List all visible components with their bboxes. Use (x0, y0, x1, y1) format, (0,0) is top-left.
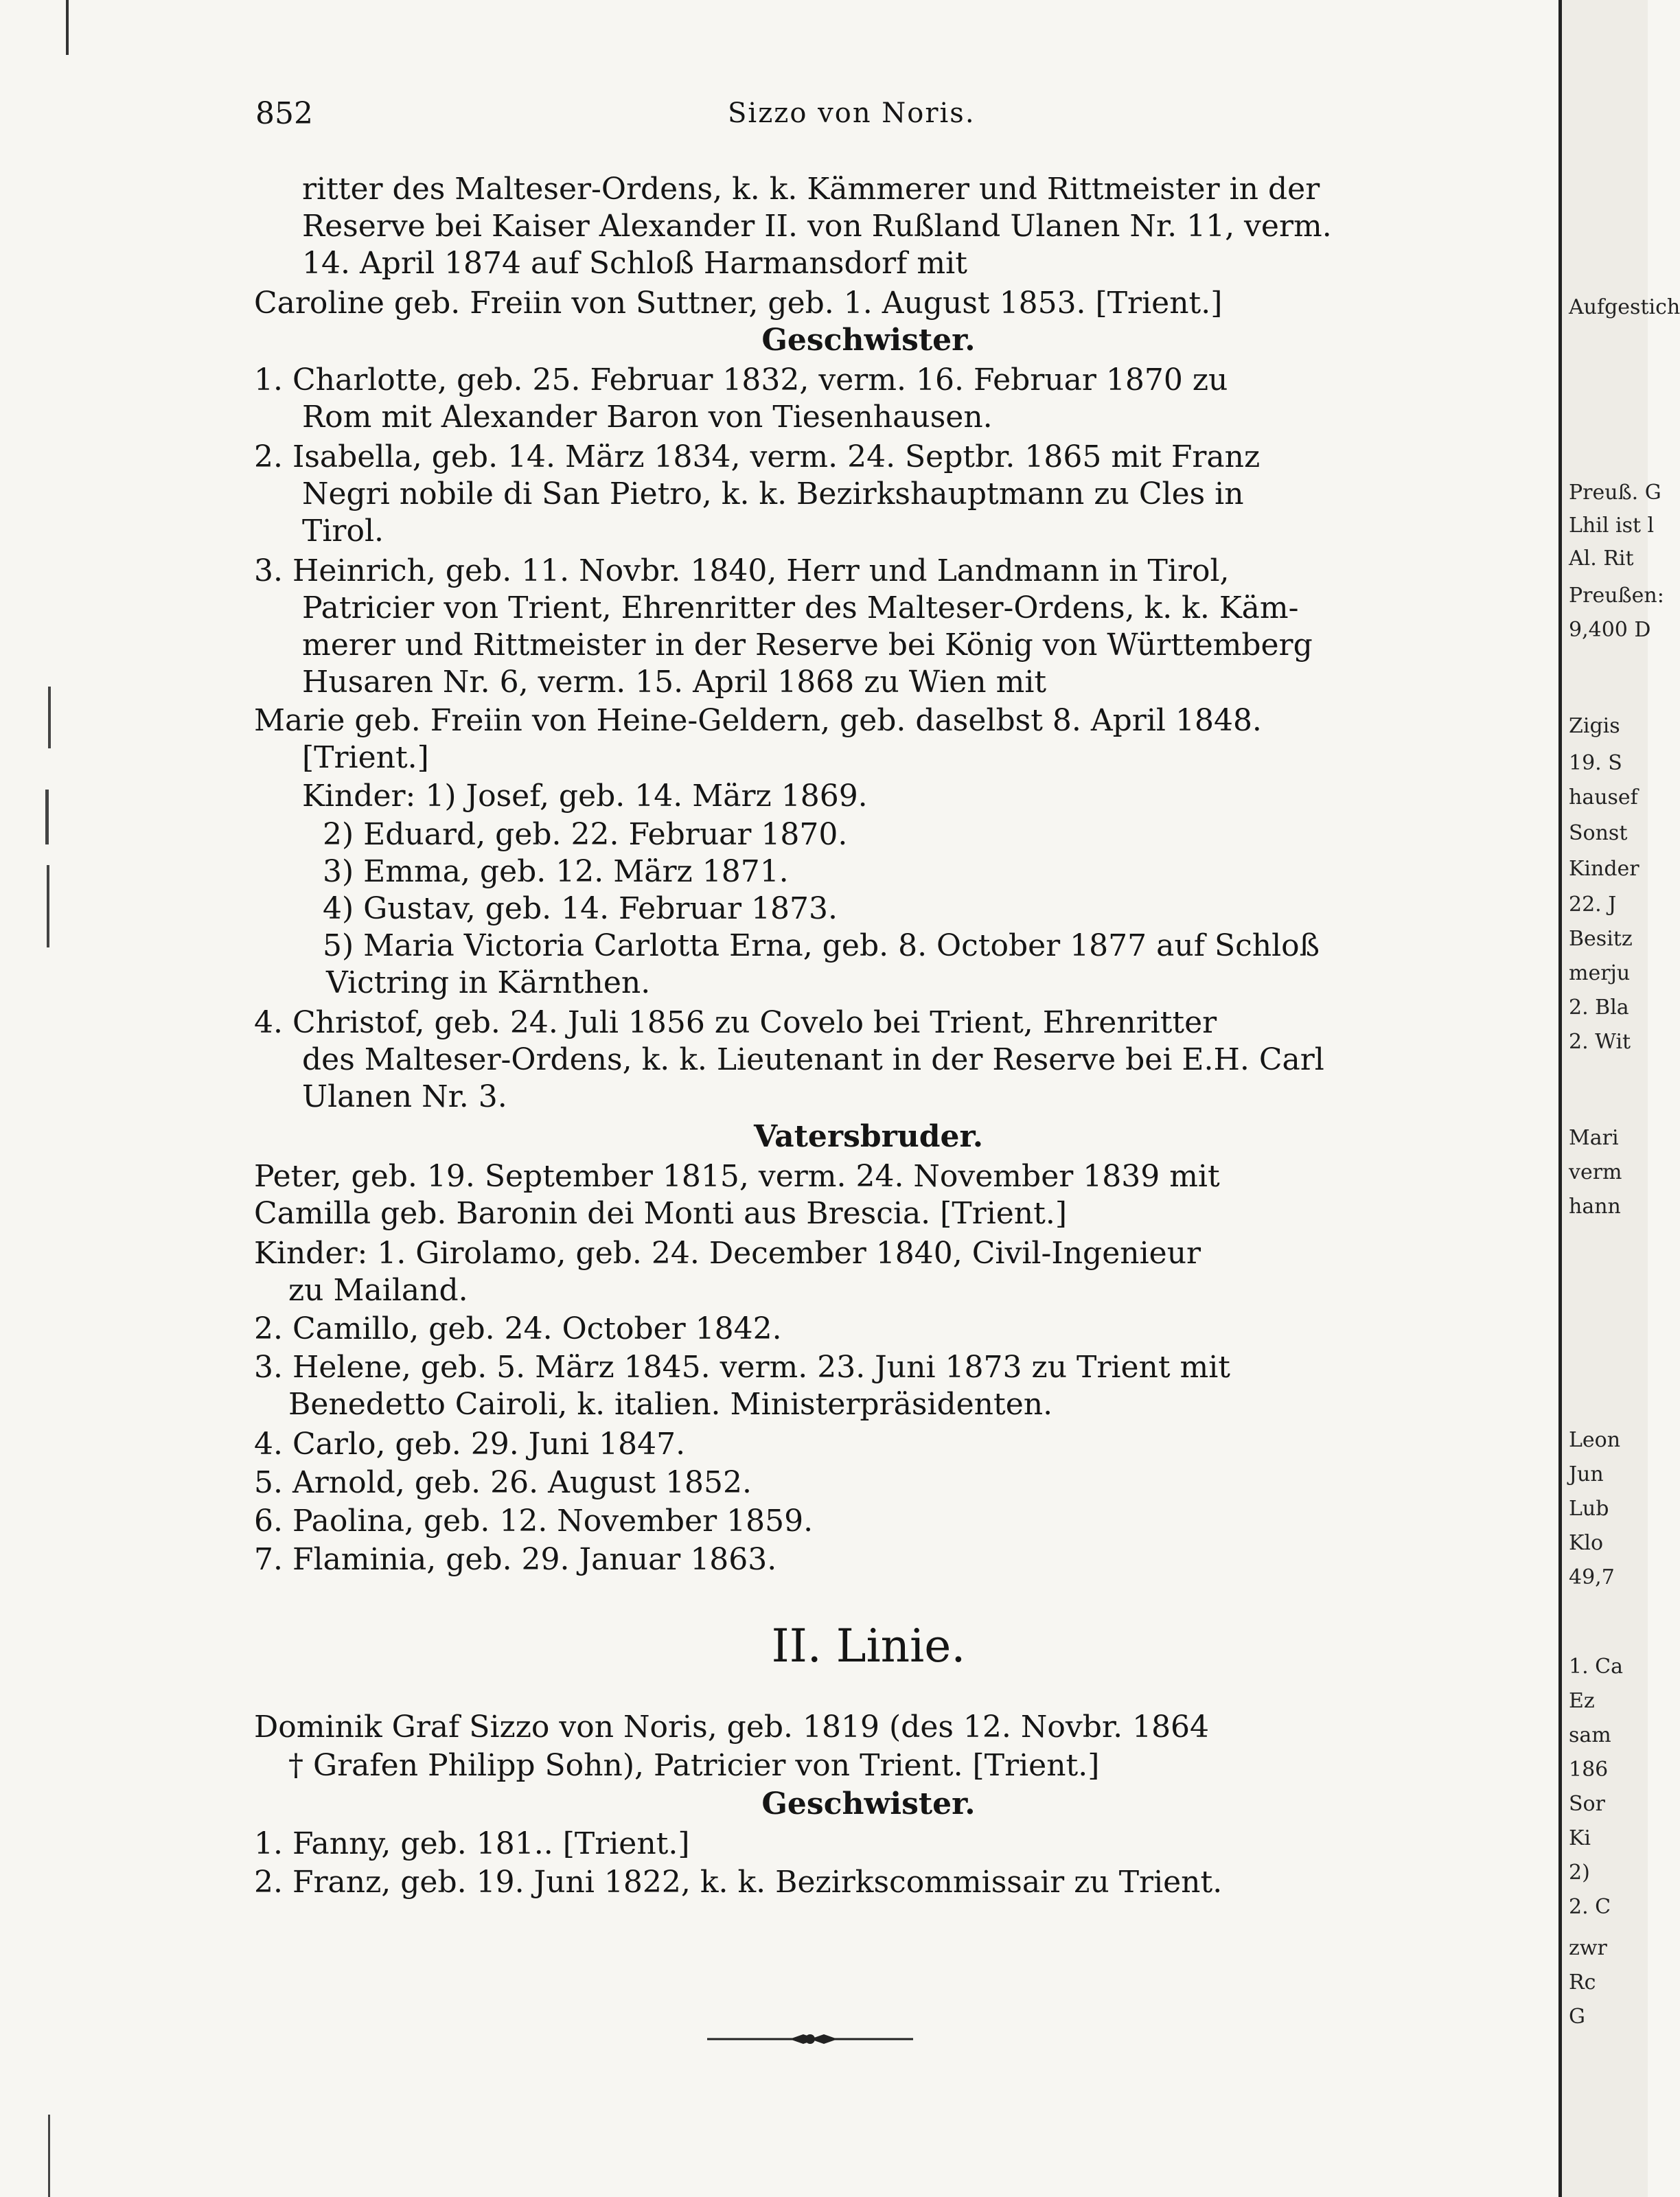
text-line: ritter des Malteser-Ordens, k. k. Kämmerer und Rittmeister in der (302, 172, 1320, 207)
text-line: Negri nobile di San Pietro, k. k. Bezirkshauptmann zu Cles in (302, 476, 1244, 511)
adjacent-page-fragment: 2. Wit (1569, 1030, 1631, 1054)
text-line: 5) Maria Victoria Carlotta Erna, geb. 8. October 1877 auf Schloß (323, 928, 1320, 963)
adjacent-page-fragment: merju (1569, 961, 1631, 985)
section-heading: Geschwister. (761, 1786, 976, 1821)
text-line: merer und Rittmeister in der Reserve bei König von Württemberg (302, 628, 1313, 663)
adjacent-page-fragment: Rc (1569, 1970, 1596, 1994)
text-line: Kinder: 1) Josef, geb. 14. März 1869. (302, 779, 868, 814)
adjacent-page-fragment: Leon (1569, 1428, 1621, 1452)
text-line: 4) Gustav, geb. 14. Februar 1873. (323, 891, 838, 926)
adjacent-page-fragment: Preuß. G (1569, 481, 1661, 505)
text-line: Marie geb. Freiin von Heine-Geldern, geb. daselbst 8. April 1848. (254, 703, 1262, 738)
adjacent-page-fragment: Aufgestich (1569, 295, 1680, 319)
adjacent-page-fragment: 186 (1569, 1758, 1609, 1782)
adjacent-page-fragment: 1. Ca (1569, 1655, 1623, 1679)
adjacent-page-fragment: sam (1569, 1723, 1611, 1747)
text-line: Benedetto Cairoli, k. italien. Ministerpräsidenten. (288, 1387, 1053, 1422)
text-line: Patricier von Trient, Ehrenritter des Malteser-Ordens, k. k. Käm- (302, 590, 1299, 625)
adjacent-page-fragment: Mari (1569, 1126, 1619, 1150)
text-line: Kinder: 1. Girolamo, geb. 24. December 1840, Civil-Ingenieur (254, 1236, 1201, 1271)
adjacent-page-fragment: 2. C (1569, 1895, 1611, 1919)
text-line: Rom mit Alexander Baron von Tiesenhausen. (302, 400, 993, 435)
adjacent-page-fragment: Sonst (1569, 821, 1628, 845)
text-line: [Trient.] (302, 740, 429, 775)
text-line: 1. Fanny, geb. 181.. [Trient.] (254, 1826, 690, 1861)
text-line: 3. Heinrich, geb. 11. Novbr. 1840, Herr und Landmann in Tirol, (254, 553, 1230, 588)
text-line: Ulanen Nr. 3. (302, 1079, 507, 1114)
adjacent-page-fragment: hann (1569, 1195, 1621, 1219)
text-line: Caroline geb. Freiin von Suttner, geb. 1. August 1853. [Trient.] (254, 286, 1223, 321)
text-line: 14. April 1874 auf Schloß Harmansdorf mit (302, 246, 967, 281)
text-line: Husaren Nr. 6, verm. 15. April 1868 zu Wien mit (302, 665, 1047, 700)
adjacent-page-fragment: Zigis (1569, 714, 1620, 738)
running-title: Sizzo von Noris. (728, 97, 976, 129)
text-line: 6. Paolina, geb. 12. November 1859. (254, 1504, 814, 1539)
adjacent-page-fragment: Al. Rit (1569, 547, 1634, 571)
text-line: 2. Camillo, geb. 24. October 1842. (254, 1311, 782, 1346)
text-line: † Grafen Philipp Sohn), Patricier von Trient. [Trient.] (288, 1748, 1100, 1783)
text-line: des Malteser-Ordens, k. k. Lieutenant in der Reserve bei E.H. Carl (302, 1042, 1324, 1077)
adjacent-page-fragment: Preußen: (1569, 584, 1664, 608)
text-line: 3. Helene, geb. 5. März 1845. verm. 23. Juni 1873 zu Trient mit (254, 1350, 1230, 1385)
text-line: zu Mailand. (288, 1273, 468, 1308)
text-line: Victring in Kärnthen. (326, 965, 651, 1000)
adjacent-page-fragment: Jun (1569, 1462, 1604, 1486)
text-line: Peter, geb. 19. September 1815, verm. 24. November 1839 mit (254, 1159, 1220, 1194)
left-edge-mark (66, 0, 69, 55)
text-line: 7. Flaminia, geb. 29. Januar 1863. (254, 1542, 777, 1577)
text-line: 2. Franz, geb. 19. Juni 1822, k. k. Bezirkscommissair zu Trient. (254, 1865, 1223, 1900)
text-line: Dominik Graf Sizzo von Noris, geb. 1819 (des 12. Novbr. 1864 (254, 1710, 1210, 1745)
line-heading: II. Linie. (771, 1620, 966, 1672)
adjacent-page-fragment: 2. Bla (1569, 996, 1629, 1020)
end-ornament (707, 2031, 913, 2047)
adjacent-page-fragment: 49,7 (1569, 1565, 1615, 1589)
text-line: Tirol. (302, 514, 384, 549)
adjacent-page-fragment: 19. S (1569, 751, 1622, 775)
scan-speck (48, 2115, 50, 2197)
adjacent-page-fragment: Besitz (1569, 927, 1633, 951)
adjacent-page-fragment: 2) (1569, 1861, 1590, 1885)
adjacent-page-fragment: Ez (1569, 1689, 1595, 1713)
adjacent-page-fragment: zwr (1569, 1936, 1607, 1960)
gutter-line (1558, 0, 1562, 2197)
scan-speck (45, 790, 49, 844)
text-line: 4. Carlo, geb. 29. Juni 1847. (254, 1427, 686, 1462)
adjacent-page-fragment: verm (1569, 1160, 1622, 1184)
adjacent-page-fragment: Lub (1569, 1497, 1609, 1521)
adjacent-page-fragment: Ki (1569, 1826, 1591, 1850)
adjacent-page-fragment: 22. J (1569, 893, 1617, 917)
section-heading: Vatersbruder. (753, 1119, 984, 1154)
text-line: 1. Charlotte, geb. 25. Februar 1832, verm. 16. Februar 1870 zu (254, 363, 1228, 398)
text-line: 2) Eduard, geb. 22. Februar 1870. (323, 817, 848, 852)
adjacent-page-fragment: Sor (1569, 1792, 1605, 1816)
text-line: Camilla geb. Baronin dei Monti aus Brescia. [Trient.] (254, 1196, 1067, 1231)
page-number: 852 (255, 96, 313, 131)
scan-speck (47, 865, 49, 947)
text-line: 2. Isabella, geb. 14. März 1834, verm. 24. Septbr. 1865 mit Franz (254, 439, 1261, 474)
scan-speck (48, 687, 51, 748)
text-line: 3) Emma, geb. 12. März 1871. (323, 854, 789, 889)
text-line: 4. Christof, geb. 24. Juli 1856 zu Covelo bei Trient, Ehrenritter (254, 1005, 1217, 1040)
text-line: Reserve bei Kaiser Alexander II. von Rußland Ulanen Nr. 11, verm. (302, 209, 1332, 244)
adjacent-page-fragment: Klo (1569, 1531, 1604, 1555)
adjacent-page-fragment: Lhil ist l (1569, 514, 1655, 538)
adjacent-page-fragment: 9,400 D (1569, 618, 1651, 642)
text-line: 5. Arnold, geb. 26. August 1852. (254, 1465, 752, 1500)
adjacent-page-fragment: hausef (1569, 785, 1638, 809)
adjacent-page-fragment: G (1569, 2005, 1585, 2029)
section-heading: Geschwister. (761, 323, 976, 358)
adjacent-page-fragment: Kinder (1569, 857, 1639, 881)
